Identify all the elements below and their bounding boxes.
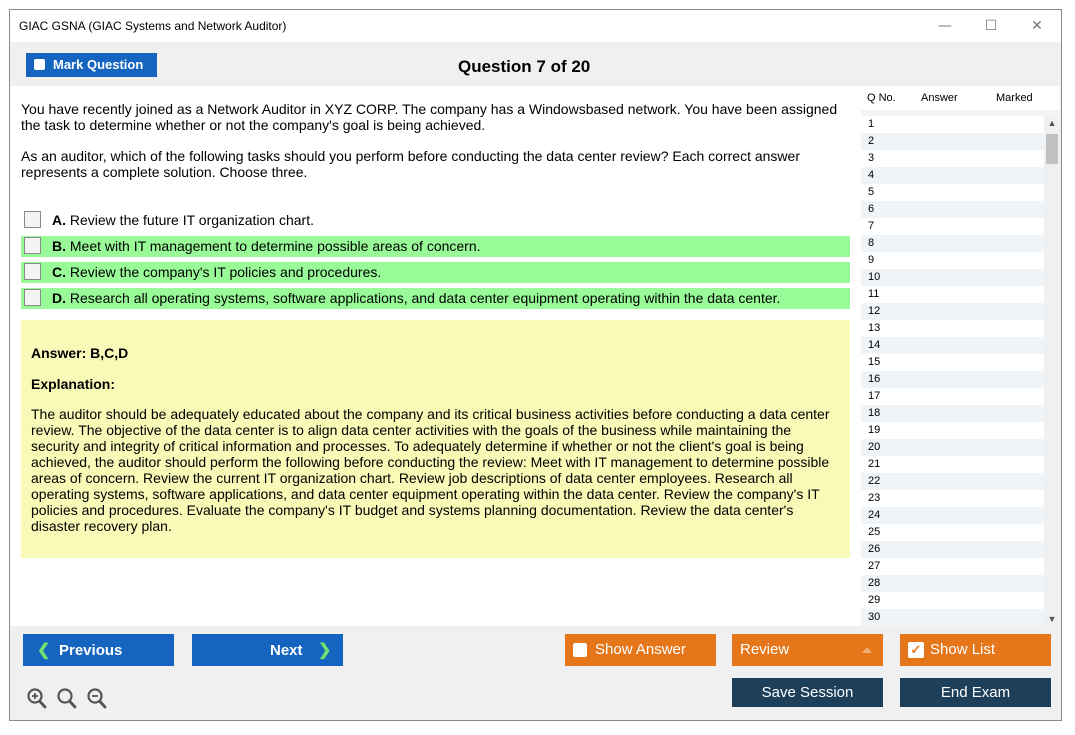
option-d-letter: D. xyxy=(52,290,66,306)
next-button[interactable] xyxy=(192,634,343,666)
question-intro: You have recently joined as a Network Auditor in XYZ CORP. The company has a Windowsbased network. You have been assigned the task to determine whether or not the company's goal is being achieved. xyxy=(21,101,838,133)
question-pane xyxy=(10,86,861,626)
show-list-button[interactable] xyxy=(900,634,1051,666)
scroll-thumb[interactable] xyxy=(1046,134,1058,164)
app-window xyxy=(9,9,1062,721)
question-list-row[interactable]: 8 xyxy=(861,235,1044,252)
answer-text: Answer: B,C,D xyxy=(31,345,129,361)
save-session-button[interactable] xyxy=(732,678,883,707)
option-b-label: Meet with IT management to determine possible areas of concern. xyxy=(69,238,481,254)
explanation-text: The auditor should be adequately educated about the company and its critical business activities before conducting a data center review. The objective of the data center is to align data center activities with the goals of the business while maintaining the security and integrity of critical information and processes. To adequately determine if whether or not the client's goal is being achieved, the auditor should perform the following before conducting the review: Meet with IT management to determine possible areas of concern. Review the current IT organization chart. Review job descriptions of data center employees. Research all operating systems, software applications, and data center equipment operating within the data center. Review the company's IT policies and procedures. Evaluate the company's IT budget and systems planning documentation. Review the data center's disaster recovery plan. xyxy=(31,406,830,534)
minimize-button[interactable]: — xyxy=(938,18,952,34)
zoom-reset-icon[interactable] xyxy=(57,687,77,709)
question-list-row[interactable]: 5 xyxy=(861,184,1044,201)
option-d-checkbox[interactable] xyxy=(24,289,41,306)
question-list-row[interactable]: 27 xyxy=(861,558,1044,575)
zoom-in-icon[interactable] xyxy=(27,687,47,709)
option-a[interactable] xyxy=(21,210,850,231)
next-label: Next xyxy=(270,642,303,659)
option-c-checkbox[interactable] xyxy=(24,263,41,280)
scroll-down-icon[interactable]: ▼ xyxy=(1047,614,1057,624)
maximize-button[interactable]: ☐ xyxy=(984,18,998,34)
qno-header: Q No. xyxy=(867,92,896,104)
option-b-checkbox[interactable] xyxy=(24,237,41,254)
show-answer-checkbox-icon xyxy=(573,643,587,657)
chevron-right-icon: ❯ xyxy=(318,642,332,659)
question-prompt: As an auditor, which of the following tasks should you perform before conducting the data center review? Each correct answer represents a complete solution. Choose three. xyxy=(21,148,800,180)
question-list-row[interactable]: 22 xyxy=(861,473,1044,490)
question-list-scrollbar[interactable] xyxy=(1044,116,1060,626)
option-c-letter: C. xyxy=(52,264,66,280)
review-label: Review xyxy=(740,641,790,658)
question-counter: Question 7 of 20 xyxy=(458,57,591,76)
option-a-checkbox[interactable] xyxy=(24,211,41,228)
review-dropdown[interactable] xyxy=(732,634,883,666)
question-list-row[interactable]: 23 xyxy=(861,490,1044,507)
question-list-row[interactable]: 29 xyxy=(861,592,1044,609)
question-list-row[interactable]: 15 xyxy=(861,354,1044,371)
question-list-row[interactable]: 6 xyxy=(861,201,1044,218)
option-a-label: Review the future IT organization chart. xyxy=(69,212,314,228)
option-a-text xyxy=(52,212,314,228)
question-list-row[interactable]: 10 xyxy=(861,269,1044,286)
option-c-label: Review the company's IT policies and procedures. xyxy=(69,264,382,280)
question-list-row[interactable]: 9 xyxy=(861,252,1044,269)
answer-header: Answer xyxy=(921,92,958,104)
option-a-letter: A. xyxy=(52,212,66,228)
question-list-row[interactable]: 3 xyxy=(861,150,1044,167)
question-list-row[interactable]: 16 xyxy=(861,371,1044,388)
marked-header: Marked xyxy=(996,92,1033,104)
chevron-left-icon: ❮ xyxy=(37,642,51,659)
option-d[interactable] xyxy=(21,288,850,309)
option-c-text xyxy=(52,264,381,280)
question-list-row[interactable]: 13 xyxy=(861,320,1044,337)
show-answer-button[interactable] xyxy=(565,634,716,666)
question-list-panel xyxy=(861,86,1060,626)
mark-question-label: Mark Question xyxy=(53,57,144,72)
mark-checkbox-icon xyxy=(34,59,45,70)
zoom-out-icon[interactable] xyxy=(87,687,107,709)
answer-explanation-panel xyxy=(21,320,850,558)
question-list-row[interactable]: 4 xyxy=(861,167,1044,184)
question-list-row[interactable]: 12 xyxy=(861,303,1044,320)
question-list-row[interactable]: 26 xyxy=(861,541,1044,558)
option-d-text xyxy=(52,290,780,306)
option-b[interactable] xyxy=(21,236,850,257)
show-list-label: Show List xyxy=(930,641,996,658)
scroll-up-icon[interactable]: ▲ xyxy=(1047,118,1057,128)
question-list-row[interactable]: 25 xyxy=(861,524,1044,541)
show-list-checkbox-icon: ✓ xyxy=(908,642,924,658)
previous-label: Previous xyxy=(59,642,123,659)
save-session-label: Save Session xyxy=(761,684,854,701)
close-button[interactable]: ✕ xyxy=(1031,18,1043,34)
question-list-row[interactable]: 30 xyxy=(861,609,1044,626)
window-title: GIAC GSNA (GIAC Systems and Network Auditor) xyxy=(19,19,287,33)
previous-button[interactable] xyxy=(23,634,174,666)
option-d-label: Research all operating systems, software applications, and data center equipment operating within the data center. xyxy=(69,290,781,306)
question-list-rows xyxy=(861,116,1044,626)
question-list-row[interactable]: 17 xyxy=(861,388,1044,405)
end-exam-button[interactable] xyxy=(900,678,1051,707)
title-bar xyxy=(10,10,1061,42)
question-list-row[interactable]: 19 xyxy=(861,422,1044,439)
question-list-row[interactable]: 28 xyxy=(861,575,1044,592)
question-list-row[interactable]: 7 xyxy=(861,218,1044,235)
end-exam-label: End Exam xyxy=(940,684,1011,701)
caret-up-icon xyxy=(862,647,872,653)
question-list-row[interactable]: 21 xyxy=(861,456,1044,473)
question-list-row[interactable]: 2 xyxy=(861,133,1044,150)
question-list-row[interactable]: 18 xyxy=(861,405,1044,422)
show-answer-label: Show Answer xyxy=(595,641,686,658)
question-list-header xyxy=(861,86,1060,110)
explanation-label: Explanation: xyxy=(31,376,116,392)
question-list-row[interactable]: 14 xyxy=(861,337,1044,354)
option-b-letter: B. xyxy=(52,238,66,254)
mark-question-button[interactable] xyxy=(26,53,157,77)
option-c[interactable] xyxy=(21,262,850,283)
question-list-row[interactable]: 1 xyxy=(861,116,1044,133)
question-list-row[interactable]: 24 xyxy=(861,507,1044,524)
option-b-text xyxy=(52,238,481,254)
question-list-row[interactable]: 11 xyxy=(861,286,1044,303)
question-list-row[interactable]: 20 xyxy=(861,439,1044,456)
